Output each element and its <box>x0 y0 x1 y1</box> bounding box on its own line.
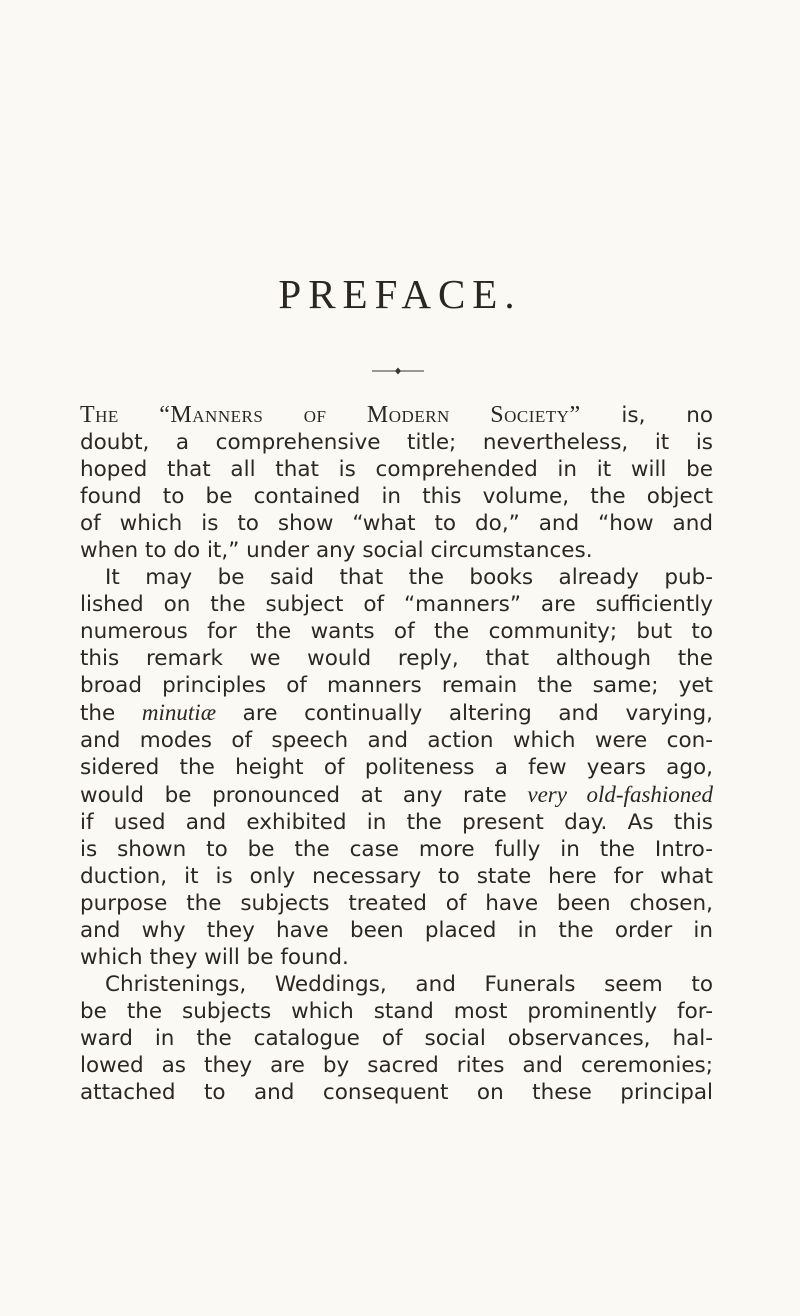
small-caps-text: The “Manners of Modern Society” <box>80 402 581 428</box>
text-run: this remark we would reply, that although the <box>80 646 713 671</box>
text-line <box>80 1025 713 1052</box>
text-line <box>80 890 713 917</box>
text-run: when to do it,” under any social circumstances. <box>80 538 593 563</box>
text-line <box>80 727 713 754</box>
text-run: are continually altering and varying, <box>216 701 713 726</box>
text-run: attached to and consequent on these principal <box>80 1080 713 1105</box>
text-line <box>80 917 713 944</box>
text-line <box>80 537 713 564</box>
text-run: duction, it is only necessary to state here for what <box>80 864 713 889</box>
text-line <box>80 672 713 699</box>
text-run: Christenings, Weddings, and Funerals seem to <box>105 972 713 997</box>
text-run: numerous for the wants of the community; but to <box>80 619 713 644</box>
text-run: broad principles of manners remain the same; yet <box>80 673 713 698</box>
text-run: and modes of speech and action which were con- <box>80 728 713 753</box>
diamond-rule-ornament <box>372 366 424 376</box>
page-title: PREFACE. <box>278 271 522 317</box>
italic-text: very old-fashioned <box>527 782 713 807</box>
text-run: the <box>80 701 142 726</box>
paragraph <box>80 971 713 1106</box>
text-line <box>80 456 713 483</box>
paragraph <box>80 402 713 564</box>
text-line <box>80 402 713 429</box>
text-line <box>80 618 713 645</box>
text-line <box>80 699 713 727</box>
text-run: hoped that all that is comprehended in it will be <box>80 457 713 482</box>
text-line <box>80 510 713 537</box>
text-run: lished on the subject of “manners” are sufficiently <box>80 592 713 617</box>
text-line <box>80 429 713 456</box>
text-line <box>80 863 713 890</box>
text-line <box>80 754 713 781</box>
text-line <box>80 998 713 1025</box>
text-run: lowed as they are by sacred rites and ceremonies; <box>80 1053 713 1078</box>
text-line <box>80 836 713 863</box>
paragraph <box>80 564 713 971</box>
text-line <box>80 645 713 672</box>
text-line <box>80 971 713 998</box>
text-run: be the subjects which stand most prominently for- <box>80 999 713 1024</box>
text-run: found to be contained in this volume, the object <box>80 484 713 509</box>
text-run: would be pronounced at any rate <box>80 783 528 808</box>
text-line <box>80 1079 713 1106</box>
text-line <box>80 1052 713 1079</box>
text-run: which they will be found. <box>80 945 349 970</box>
text-line <box>80 781 713 809</box>
text-line <box>80 483 713 510</box>
text-run: purpose the subjects treated of have been chosen, <box>80 891 713 916</box>
text-run: is shown to be the case more fully in the Intro- <box>80 837 713 862</box>
text-line <box>80 564 713 591</box>
text-run: is, no <box>580 403 713 428</box>
text-line <box>80 809 713 836</box>
text-run: ward in the catalogue of social observances, hal- <box>80 1026 713 1051</box>
italic-text: minutiæ <box>141 700 217 725</box>
text-line <box>80 591 713 618</box>
text-run: doubt, a comprehensive title; nevertheless, it is <box>80 430 713 455</box>
text-run: It may be said that the books already pub- <box>105 565 713 590</box>
text-line <box>80 944 713 971</box>
text-run: of which is to show “what to do,” and “how and <box>80 511 713 536</box>
text-run: sidered the height of politeness a few years ago, <box>80 755 713 780</box>
text-run: if used and exhibited in the present day. As this <box>80 810 713 835</box>
preface-body <box>80 402 713 1106</box>
text-run: and why they have been placed in the order in <box>80 918 713 943</box>
